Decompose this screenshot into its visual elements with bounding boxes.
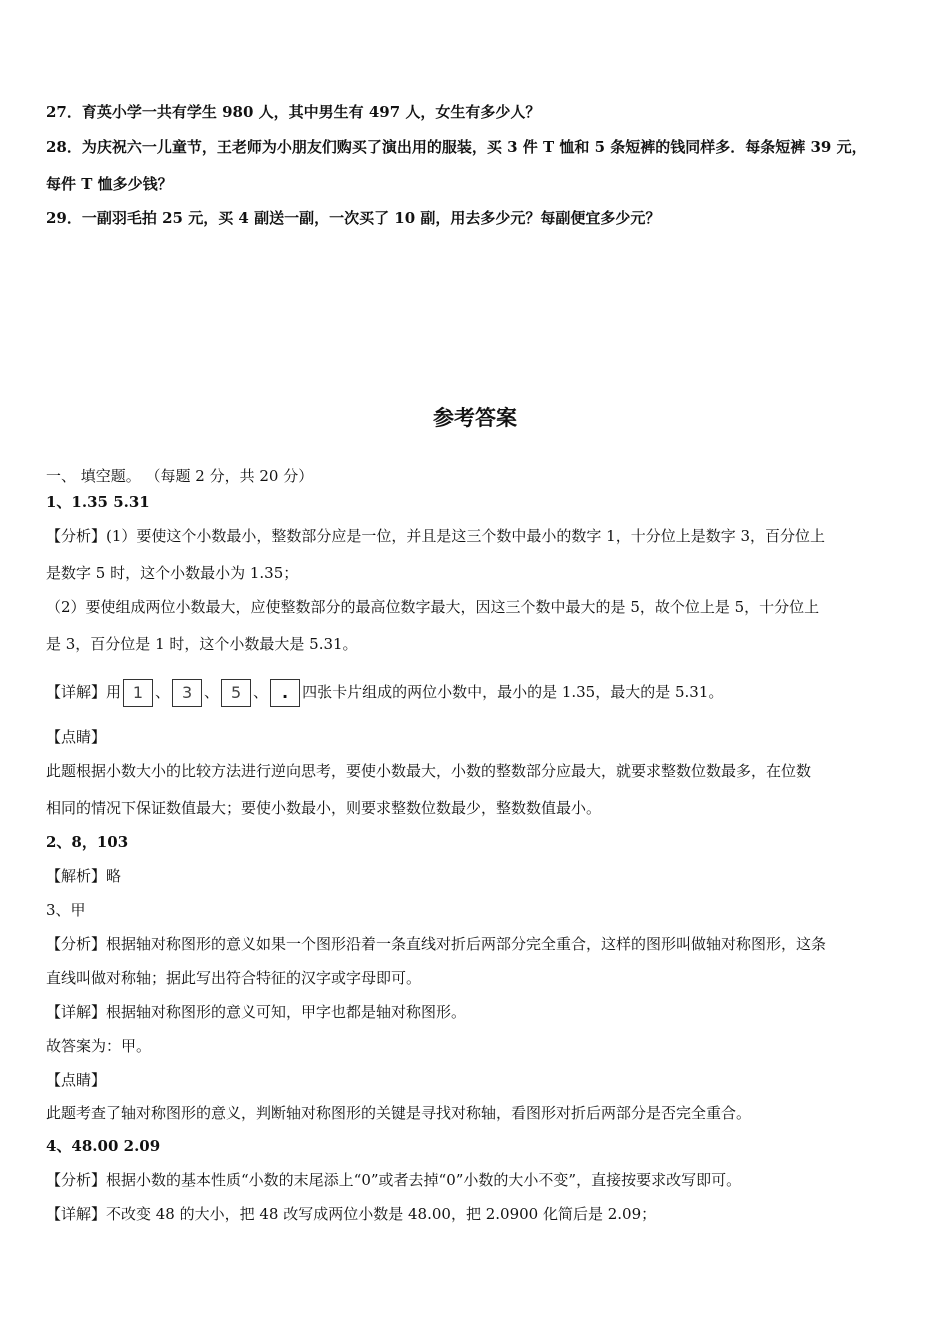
card-separator: 、 (253, 683, 269, 701)
answer-3-conclusion: 故答案为：甲。 (46, 1037, 152, 1055)
answer-3-comment: 此题考查了轴对称图形的意义，判断轴对称图形的关键是寻找对称轴，看图形对折后两部分是否完全重合。 (46, 1104, 752, 1122)
answers-title: 参考答案 (433, 406, 517, 430)
question-29: 29．一副羽毛拍 25 元，买 4 副送一副，一次买了 10 副，用去多少元？每副便宜多少元？ (46, 209, 661, 227)
answer-1-comment-tag: 【点睛】 (46, 728, 107, 746)
answer-4-label: 4、48.00 2.09 (46, 1137, 161, 1155)
question-27: 27．育英小学一共有学生 980 人，其中男生有 497 人，女生有多少人？ (46, 103, 541, 121)
answer-1-analysis-line3: （2）要使组成两位小数最大，应使整数部分的最高位数字最大，因这三个数中最大的是 5，故个位上是 5，十分位上 (46, 598, 820, 616)
answer-4-detail: 【详解】不改变 48 的大小，把 48 改写成两位小数是 48.00，把 2.0900 化简后是 2.09； (46, 1205, 657, 1223)
section-heading: 一、 填空题。 （每题 2 分，共 20 分） (46, 467, 314, 485)
card-point: . (270, 679, 300, 707)
answer-3-analysis-line2: 直线叫做对称轴；据此写出符合特征的汉字或字母即可。 (46, 969, 422, 987)
answer-3-detail: 【详解】根据轴对称图形的意义可知，甲字也都是轴对称图形。 (46, 1003, 467, 1021)
answer-1-comment-line2: 相同的情况下保证数值最大；要使小数最小，则要求整数位数最少，整数数值最小。 (46, 799, 602, 817)
answer-3-label: 3、甲 (46, 901, 86, 919)
card-5: 5 (221, 679, 251, 707)
answer-1-analysis-line2: 是数字 5 时，这个小数最小为 1.35； (46, 564, 299, 582)
answer-1-label: 1、1.35 5.31 (46, 493, 150, 511)
answer-1-detail (46, 678, 723, 707)
card-1: 1 (123, 679, 153, 707)
answer-1-comment-line1: 此题根据小数大小的比较方法进行逆向思考，要使小数最大，小数的整数部分应最大，就要求整数位数最多，在位数 (46, 762, 812, 780)
answer-2-analysis: 【解析】略 (46, 867, 122, 885)
answer-1-analysis-line1: 【分析】(1）要使这个小数最小，整数部分应是一位，并且是这三个数中最小的数字 1，十分位上是数字 3，百分位上 (46, 527, 826, 545)
answer-3-analysis-line1: 【分析】根据轴对称图形的意义如果一个图形沿着一条直线对折后两部分完全重合，这样的图形叫做轴对称图形，这条 (46, 935, 827, 953)
answer-2-label: 2、8，103 (46, 833, 129, 851)
question-28-line1: 28．为庆祝六一儿童节，王老师为小朋友们购买了演出用的服装，买 3 件 T 恤和 5 条短裤的钱同样多．每条短裤 39 元， (46, 138, 867, 156)
answer-3-comment-tag: 【点睛】 (46, 1071, 107, 1089)
question-28-line2: 每件 T 恤多少钱？ (46, 175, 173, 193)
card-separator: 、 (204, 683, 220, 701)
card-separator: 、 (155, 683, 171, 701)
card-3: 3 (172, 679, 202, 707)
answer-1-analysis-line4: 是 3，百分位是 1 时，这个小数最大是 5.31。 (46, 635, 358, 653)
detail-suffix: 四张卡片组成的两位小数中，最小的是 1.35，最大的是 5.31。 (302, 683, 724, 701)
detail-prefix: 【详解】用 (46, 683, 122, 701)
answer-4-analysis: 【分析】根据小数的基本性质“小数的末尾添上“0”或者去掉“0”小数的大小不变”，直接按要求改写即可。 (46, 1171, 742, 1189)
